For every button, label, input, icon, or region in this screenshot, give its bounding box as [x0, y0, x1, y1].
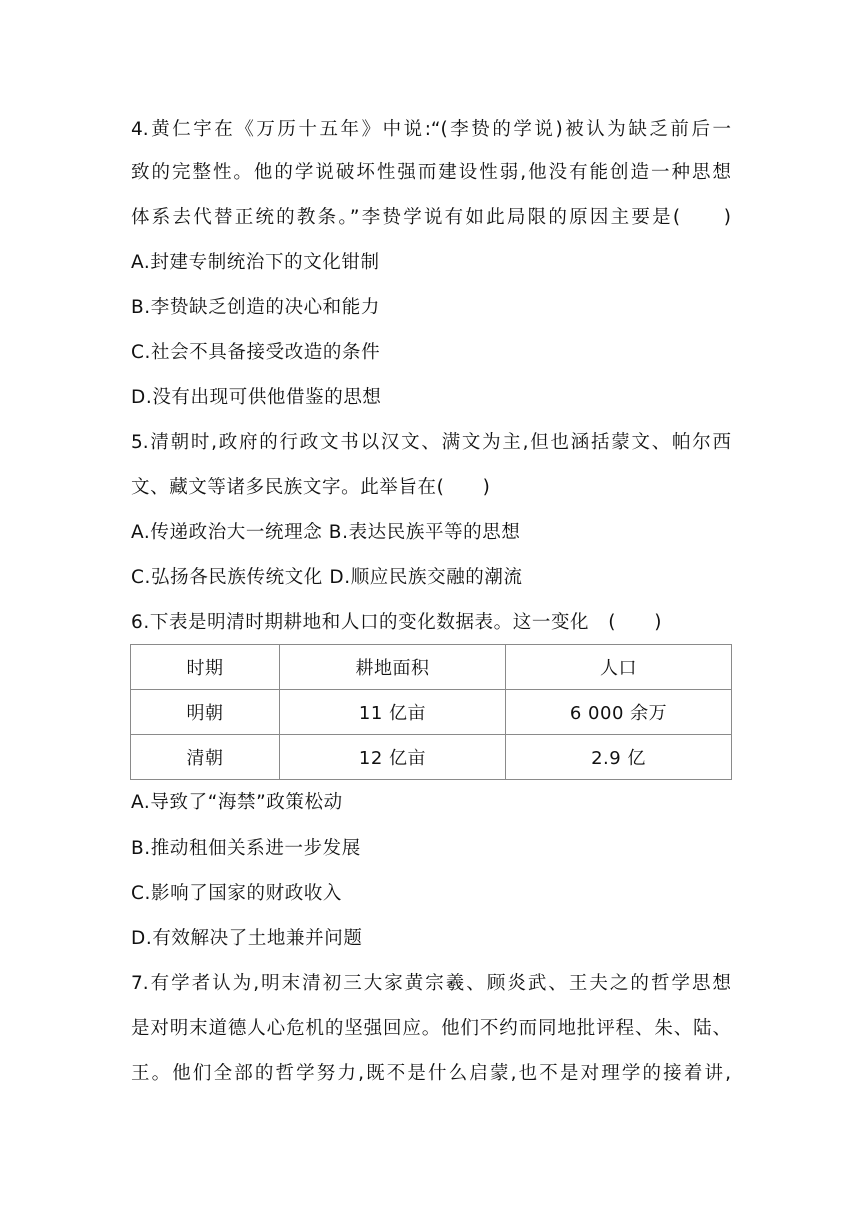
question-4-stem-line-1: 4.黄仁宇在《万历十五年》中说:“(李贽的学说)被认为缺乏前后一 — [131, 119, 731, 140]
question-5-stem-line-1: 5.清朝时,政府的行政文书以汉文、满文为主,但也涵括蒙文、帕尔西 — [131, 432, 731, 453]
table-header-cell: 时期 — [131, 645, 280, 690]
question-6-stem: 6.下表是明清时期耕地和人口的变化数据表。这一变化 ( ) — [131, 612, 663, 633]
question-5-options-ab: A.传递政治大一统理念 B.表达民族平等的思想 — [131, 522, 521, 543]
table-cell: 11 亿亩 — [280, 690, 506, 735]
table-row — [131, 690, 732, 735]
table-cell: 2.9 亿 — [506, 735, 732, 780]
question-6-option-b: B.推动租佃关系进一步发展 — [131, 838, 361, 859]
table-cell: 清朝 — [131, 735, 280, 780]
question-6-option-a: A.导致了“海禁”政策松动 — [131, 792, 343, 813]
question-4-option-d: D.没有出现可供他借鉴的思想 — [131, 387, 382, 408]
question-7-stem-line-1: 7.有学者认为,明末清初三大家黄宗羲、顾炎武、王夫之的哲学思想 — [131, 973, 731, 994]
question-6-option-c: C.影响了国家的财政收入 — [131, 883, 342, 904]
table-cell: 6 000 余万 — [506, 690, 732, 735]
question-4-option-a: A.封建专制统治下的文化钳制 — [131, 252, 380, 273]
table-header-cell: 耕地面积 — [280, 645, 506, 690]
question-4-stem-line-2: 致的完整性。他的学说破坏性强而建设性弱,他没有能创造一种思想 — [131, 162, 731, 183]
farmland-population-table — [130, 644, 732, 780]
question-4-option-b: B.李贽缺乏创造的决心和能力 — [131, 297, 380, 318]
question-4-option-c: C.社会不具备接受改造的条件 — [131, 342, 381, 363]
table-cell: 12 亿亩 — [280, 735, 506, 780]
table-cell: 明朝 — [131, 690, 280, 735]
question-6-option-d: D.有效解决了土地兼并问题 — [131, 928, 363, 949]
question-7-stem-line-3: 王。他们全部的哲学努力,既不是什么启蒙,也不是对理学的接着讲, — [131, 1063, 731, 1084]
question-5-stem-line-2: 文、藏文等诸多民族文字。此举旨在( ) — [131, 477, 491, 498]
question-5-options-cd: C.弘扬各民族传统文化 D.顺应民族交融的潮流 — [131, 567, 523, 588]
table-row — [131, 735, 732, 780]
table-header-cell: 人口 — [506, 645, 732, 690]
question-4-stem-line-3: 体系去代替正统的教条。”李贽学说有如此局限的原因主要是( ) — [131, 207, 731, 228]
question-7-stem-line-2: 是对明末道德人心危机的坚强回应。他们不约而同地批评程、朱、陆、 — [131, 1018, 731, 1039]
table-header-row — [131, 645, 732, 690]
